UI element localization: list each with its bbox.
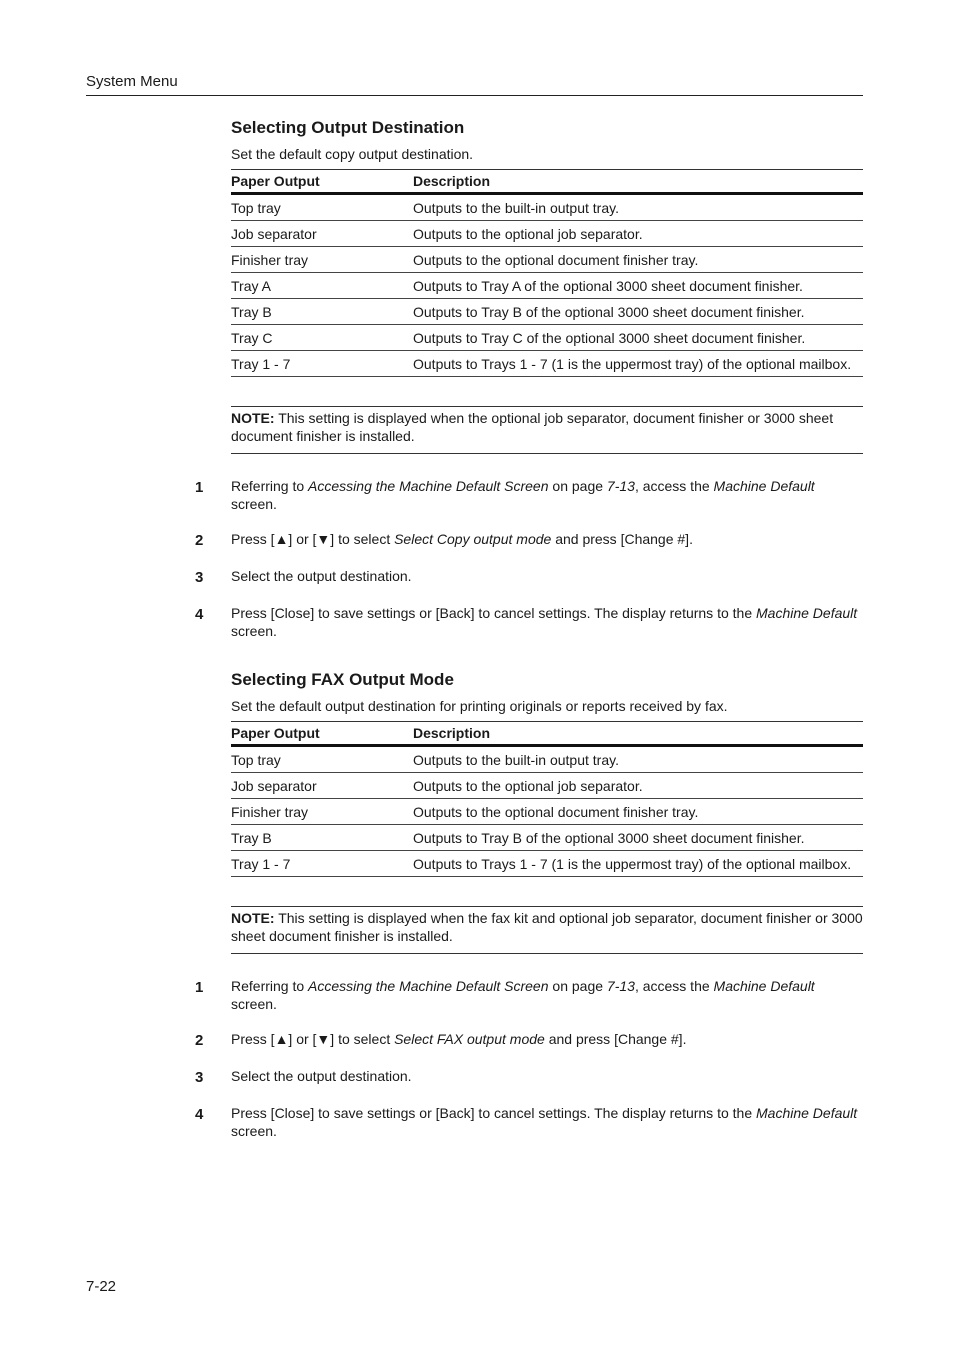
header-divider [86,95,863,96]
description-cell: Outputs to Trays 1 - 7 (1 is the uppermost tray) of the optional mailbox. [413,351,863,377]
table-row [231,773,863,799]
paper-output-cell: Job separator [231,221,413,247]
description-cell: Outputs to Tray B of the optional 3000 sheet document finisher. [413,825,863,851]
step-item [195,478,863,531]
column-header: Paper Output [231,170,413,194]
step-number: 1 [195,479,204,496]
table-row [231,325,863,351]
step-text-run: Press [▲] or [▼] to select [231,1031,395,1047]
step-number: 2 [195,532,204,549]
table-row [231,299,863,325]
description-cell: Outputs to the optional job separator. [413,773,863,799]
step-emphasis: Machine Default [756,605,858,621]
paper-output-cell: Tray B [231,299,413,325]
description-cell: Outputs to Tray B of the optional 3000 sheet document finisher. [413,299,863,325]
step-emphasis: Accessing the Machine Default Screen [308,478,549,494]
note-text: This setting is displayed when the fax kit and optional job separator, document finisher or 3000 sheet document finisher is installed. [231,910,863,944]
steps-list [195,478,863,641]
table-row [231,194,863,221]
step-emphasis: Machine Default [713,978,815,994]
step-emphasis: Select FAX output mode [394,1031,545,1047]
section-intro: Set the default output destination for printing originals or reports received by fax. [231,698,728,714]
paper-output-cell: Job separator [231,773,413,799]
description-cell: Outputs to the built-in output tray. [413,746,863,773]
step-text [231,1068,412,1084]
step-text-run: and press [Change #]. [551,531,693,547]
step-item [195,568,863,605]
step-number: 4 [195,1106,204,1123]
table-row [231,351,863,377]
step-text [231,605,857,639]
table-row [231,273,863,299]
step-text-run: on page [548,978,607,994]
table-row [231,851,863,877]
paper-output-cell: Tray A [231,273,413,299]
step-text [231,1105,857,1139]
note-label: NOTE: [231,910,275,926]
step-text-run: Referring to [231,478,309,494]
step-text [231,1031,686,1047]
step-emphasis: Select Copy output mode [394,531,552,547]
step-item [195,531,863,568]
table-row [231,746,863,773]
paper-output-cell: Tray C [231,325,413,351]
output-table [231,169,863,377]
step-item [195,1068,863,1105]
description-cell: Outputs to Tray A of the optional 3000 sheet document finisher. [413,273,863,299]
section-output-destination [195,118,863,641]
step-text-run: Select the output destination. [231,568,412,584]
running-header: System Menu [86,73,178,90]
paper-output-cell: Top tray [231,194,413,221]
output-table [231,721,863,877]
step-number: 3 [195,1069,204,1086]
column-header: Description [413,722,863,746]
step-item [195,1105,863,1141]
step-number: 1 [195,979,204,996]
page-number: 7-22 [86,1278,117,1295]
step-number: 2 [195,1032,204,1049]
description-cell: Outputs to Tray C of the optional 3000 sheet document finisher. [413,325,863,351]
step-text-run: Press [▲] or [▼] to select [231,531,395,547]
step-item [195,978,863,1031]
step-text-run: screen. [231,1122,277,1139]
note-box [231,906,863,954]
step-number: 3 [195,569,204,586]
step-text-run: and press [Change #]. [544,1031,687,1047]
paper-output-cell: Top tray [231,746,413,773]
step-text-run: Select the output destination. [231,1068,412,1084]
step-text-run: , access the [634,478,714,494]
step-item [195,605,863,641]
step-emphasis: Machine Default [756,1105,858,1121]
step-item [195,1031,863,1068]
step-emphasis: Accessing the Machine Default Screen [308,978,549,994]
note-label: NOTE: [231,410,275,426]
step-text [231,978,815,1012]
description-cell: Outputs to Trays 1 - 7 (1 is the uppermost tray) of the optional mailbox. [413,851,863,877]
section-title: Selecting FAX Output Mode [231,670,454,689]
step-text-run: , access the [634,978,714,994]
description-cell: Outputs to the built-in output tray. [413,194,863,221]
step-text [231,478,815,512]
paper-output-cell: Finisher tray [231,799,413,825]
paper-output-cell: Tray 1 - 7 [231,351,413,377]
step-emphasis: Machine Default [713,478,815,494]
step-text-run: Press [Close] to save settings or [Back] to cancel settings. The display returns to the [231,1105,756,1121]
step-text-run: Referring to [231,978,309,994]
step-number: 4 [195,606,204,623]
step-text [231,568,412,584]
table-header-row [231,722,863,746]
description-cell: Outputs to the optional document finisher tray. [413,247,863,273]
step-emphasis: 7-13 [606,978,635,994]
paper-output-cell: Finisher tray [231,247,413,273]
note-text: This setting is displayed when the optional job separator, document finisher or 3000 sheet document finisher is installed. [231,410,834,444]
section-fax-output-mode [195,670,863,1141]
section-intro: Set the default copy output destination. [231,146,474,162]
table-row [231,221,863,247]
step-text [231,531,693,547]
table-row [231,825,863,851]
step-text-run: screen. [231,495,277,512]
step-text-run: on page [548,478,607,494]
paper-output-cell: Tray 1 - 7 [231,851,413,877]
table-row [231,247,863,273]
table-row [231,799,863,825]
section-title: Selecting Output Destination [231,118,465,137]
description-cell: Outputs to the optional job separator. [413,221,863,247]
step-text-run: screen. [231,995,277,1012]
description-cell: Outputs to the optional document finisher tray. [413,799,863,825]
step-text-run: Press [Close] to save settings or [Back] to cancel settings. The display returns to the [231,605,756,621]
step-text-run: screen. [231,622,277,639]
column-header: Description [413,170,863,194]
column-header: Paper Output [231,722,413,746]
paper-output-cell: Tray B [231,825,413,851]
steps-list [195,978,863,1141]
step-emphasis: 7-13 [606,478,635,494]
table-header-row [231,170,863,194]
note-box [231,406,863,454]
